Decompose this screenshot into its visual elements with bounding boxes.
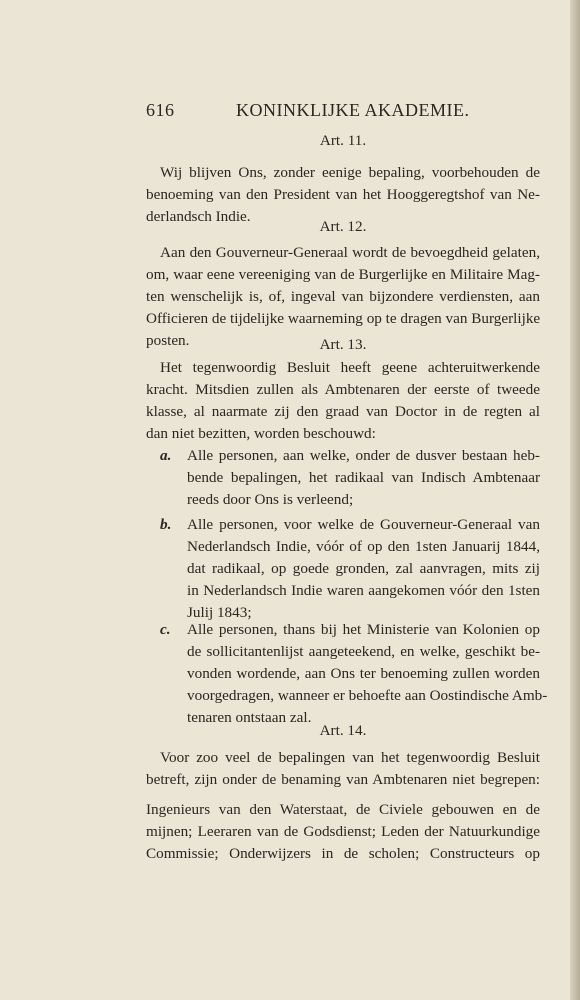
text-line: in Nederlandsch Indie waren aangekomen vóór den 1sten	[187, 582, 540, 599]
text-line: reeds door Ons is verleend;	[187, 491, 354, 508]
text-line: Julij 1843;	[187, 604, 252, 621]
text-line: dan niet bezitten, worden beschouwd:	[146, 425, 376, 442]
text-line: Officieren de tijdelijke waarneming op te dragen van Burgerlijke	[146, 310, 541, 327]
article-14-paragraph-2	[146, 799, 540, 865]
list-marker: b.	[160, 516, 172, 533]
text-line: Voor zoo veel de bepalingen van het tegenwoordig Besluit	[160, 749, 540, 766]
text-line: bende bepalingen, het radikaal van Indisch Ambtenaar	[187, 469, 540, 486]
text-line: de sollicitantenlijst aangeteekend, en welke, geschikt be-	[187, 643, 540, 660]
page-number: 616	[146, 100, 175, 120]
text-line: klasse, al naarmate zij den graad van Doctor in de regten al	[146, 403, 540, 420]
running-head-title: KONINKLIJKE AKADEMIE.	[236, 100, 470, 120]
running-head	[146, 100, 546, 124]
text-line: kracht. Mitsdien zullen als Ambtenaren der eerste of tweede	[146, 381, 540, 398]
list-marker: c.	[160, 621, 171, 638]
text-line: Het tegenwoordig Besluit heeft geene achteruitwerkende	[160, 359, 540, 376]
article-11-heading: Art. 11.	[319, 132, 367, 149]
text-line: Aan den Gouverneur-Generaal wordt de bevoegdheid gelaten,	[160, 244, 540, 261]
list-marker: a.	[160, 447, 172, 464]
article-13-paragraph	[146, 357, 540, 445]
text-line: om, waar eene vereeniging van de Burgerlijke en Militaire Mag-	[146, 266, 540, 283]
article-14-paragraph	[146, 747, 540, 791]
text-line: ten wenschelijk is, of, ingeval van bijzondere verdiensten, aan	[146, 288, 540, 305]
text-line: mijnen; Leeraren van de Godsdienst; Leden der Natuurkundige	[146, 823, 540, 840]
text-line: tenaren ontstaan zal.	[187, 709, 312, 726]
text-line: Alle personen, thans bij het Ministerie van Kolonien op	[187, 621, 540, 638]
text-line: Alle personen, voor welke de Gouverneur-Generaal van	[187, 516, 540, 533]
text-line: Ingenieurs van den Waterstaat, de Civiele gebouwen en de	[146, 801, 540, 818]
page-gutter-shadow	[570, 0, 580, 1000]
text-line: betreft, zijn onder de benaming van Ambtenaren niet begrepen:	[146, 771, 540, 788]
text-line: vonden wordende, aan Ons ter benoeming zullen worden	[187, 665, 540, 682]
article-14-heading: Art. 14.	[319, 722, 367, 739]
article-13-heading: Art. 13.	[319, 336, 367, 353]
text-line: Alle personen, aan welke, onder de dusver bestaan heb-	[187, 447, 540, 464]
text-line: Wij blijven Ons, zonder eenige bepaling, voorbehouden de	[160, 164, 540, 181]
text-line: benoeming van den President van het Hooggeregtshof van Ne-	[146, 186, 540, 203]
text-line: voorgedragen, wanneer er behoefte aan Oostindische Amb-	[187, 687, 548, 704]
text-line: posten.	[146, 332, 190, 349]
text-line: derlandsch Indie.	[146, 208, 251, 225]
article-12-heading: Art. 12.	[319, 218, 367, 235]
text-line: dat radikaal, op goede gronden, zal aanvragen, mits zij	[187, 560, 540, 577]
text-line: Nederlandsch Indie, vóór of op den 1sten Januarij 1844,	[187, 538, 540, 555]
text-line: Commissie; Onderwijzers in de scholen; Constructeurs op	[146, 845, 540, 862]
